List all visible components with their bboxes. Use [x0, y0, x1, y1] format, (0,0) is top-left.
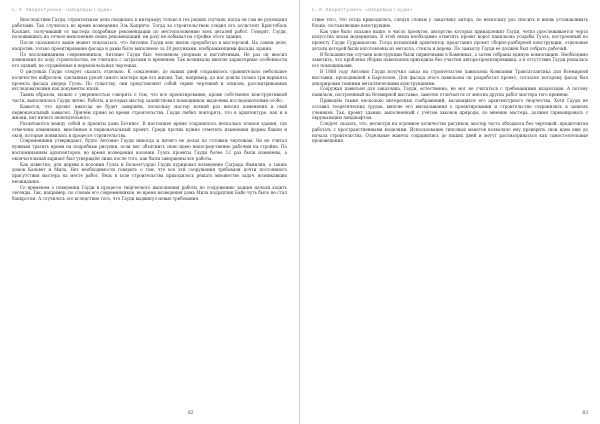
page-number: 82 — [188, 411, 194, 416]
paragraph: В 1888 году Антонио Гауди получил заказ на строительство павильона Компании Трансатлантика для Всемирной выставки, проходившей в Барселоне. Для фасада этого павильона он разработал проект, согласно которому фасад был декорирован тонкими металлическими конструкциями. — [312, 69, 588, 86]
right-page — [300, 0, 600, 424]
paragraph: Как известно, для церкви в колонии Гуэль и Бельесгуардо Гауди курировал возведение Саграда Фамилия, а также домов Кальвет и Мила. Нет необходимости говорить о том, что все эти сооружения требовали почти постоянного присутствия мастера на месте работ. Ведь в ходе строительства приходилось решать множество задач, возникавших неожиданно. — [12, 161, 287, 184]
paragraph: Как уже было сказано выше, в число проектов, авторство которых принадлежит Гауди, четко прослеживается черта искусства эпохи модернизма. В этой связи необходимо отметить проект ворот павильона усадьбы Гуэль, построенный по проекту Гауди Сурраньясом. Тогда испанский архитектор представил проект сборно-разборной конструкции, отдельные детали которой были изготовлены из металла, стекла и дерева. По замыслу Гауди ее должен был собрать рабочий. — [312, 28, 588, 51]
running-header: С. А. Хворостухина. «Шедевры Гауди» — [312, 8, 413, 13]
paragraph: Таким образом, можно с уверенностью говорить о том, что все проектирование, кроме собственно конструктивной части, выполнялось Гауди лично. Работы, в которых мастер задействовал помощников, выделены исследователями особо. — [12, 92, 287, 103]
paragraph: О рисунках Гауди следует сказать отдельно. К сожалению, до наших дней сохранилось сравнительно небольшое количество набросков, сделанных рукой самого мастера при его жизни. Так, например, до нас дошли только три варианта проекта фасада дворца Гуэль. По существу, они представляют собой серию чертежей и эскизов, рассматриваемых исследователями как документы эпохи. — [12, 69, 287, 92]
paragraph: Кажется, что проект никогда не будет завершён, поскольку мастер всякий раз вносил изменения в свой первоначальный замысел. Причём прямо во время строительства. Гауди любил повторять, что в архитектуре, как и в жизни, нет ничего окончательного. — [12, 103, 287, 121]
paragraph: Различаются между собой и проекты дома Ботинес. В настоящее время сохранилось несколько планов здания, где отмечены изменения, внесённые в первоначальный проект. Среди прочих нужно отметить изменения формы башен и окон, которые появились в процессе строительства. — [12, 121, 287, 138]
paragraph: Со временем о поведении Гауди в процессе творческого выполнения работы по сооружению здания начали ходить легенды. Так, например, по словам его современников, во время возведения дома Мила подрядчик Байо чуть было не стал банкротом. А случилось это вследствие того, что Гауди выдвинул новые требования. — [12, 184, 287, 202]
page-body — [312, 17, 588, 144]
paragraph: По воспоминаниям современников, Антонио Гауди был человеком упорным и настойчивым. Не раз он вносил изменения по ходу строительства, не считаясь с затратами и временем. Так возникали многие характерные особенности его зданий, не отражённые в первоначальных чертежах. — [12, 51, 287, 69]
page-number: 83 — [582, 411, 588, 416]
paragraph: Сооружая павильон для заказчика, Гауди, естественно, не мог не считаться с требованиями владельцев. А потому павильон, построенный на Всемирной выставке, заметно отличается от многих других работ мастера того времени. — [312, 86, 588, 98]
paragraph: Приведём также несколько интересных соображений, касающихся его архитектурного творчества. Хотя Гауди не оставил теоретических трудов, многие его высказывания о проектировании и строительстве сохранились в записях учеников. Так, проект здания, выполненный с учётом законов природы, по мнению мастера, должен гармонировать с окружающим ландшафтом. — [312, 97, 588, 121]
paragraph: ствие того, что тогда приходилось, следуя словам у заказчику автора, по нескольку раз сносить и вновь устанавливать блоки, составляющие конструкцию. — [312, 17, 588, 28]
page-body — [12, 17, 287, 202]
paragraph: Современники утверждают, будто Антонио Гауди никогда и ничего не делал по готовым чертежам. Он не считал нужным тратить время на подробные рисунки, если мог объяснить свою идею непосредственно рабочим на стройке. По воспоминаниям архитекторов, во время возведения колонии Гуэль проекты Гауди более 12 раз были изменены, а окончательный вариант был утверждён лишь после того, как были завершены все работы. — [12, 138, 287, 161]
paragraph: Следует сказать, что, несмотря на огромное количество рисунков, мастер часто обходился без чертежей, предпочитая работать с пространственными моделями. Использование гипсовых макетов позволяло ему проверить свои идеи еще до начала строительства. Отдельные макеты сохранились до наших дней и могут рассматриваться как самостоятельные произведения. — [312, 121, 588, 144]
paragraph: Впоследствии Гауди, строительные дела сводились к интерьеру только в тех редких случаях, когда он сам не руководил работами. Так случилось во время возведения Эль Капричо. Тогда за строительством следил его ассистент Кристобаль Каскант, получивший от мастера подробные рекомендации по местоположению всех деталей работ. Говорят, Гауди, положившись на точное выполнение своих рекомендаций, ни разу не побывал на стройке этого здания. — [12, 17, 287, 40]
paragraph: В большинстве случаев конструкции были первичными в Каменных, а затем собраны единую композицию. Необходимо заметить, что проблема сборки павильонов приходила без участия автора-проектировщика, а в отсутствие Гауди решалась его помощниками. — [312, 51, 588, 69]
paragraph: После сказанного выше может показаться, что Антонио Гауди всю жизнь проработал в мастерской. На самом деле, напротив, только проектирование фасада и рамы было выполнено за 20 рисунками, изображающими фасады здания. — [12, 40, 287, 51]
running-header: С. А. Хворостухина. «Шедевры Гауди» — [12, 8, 113, 13]
